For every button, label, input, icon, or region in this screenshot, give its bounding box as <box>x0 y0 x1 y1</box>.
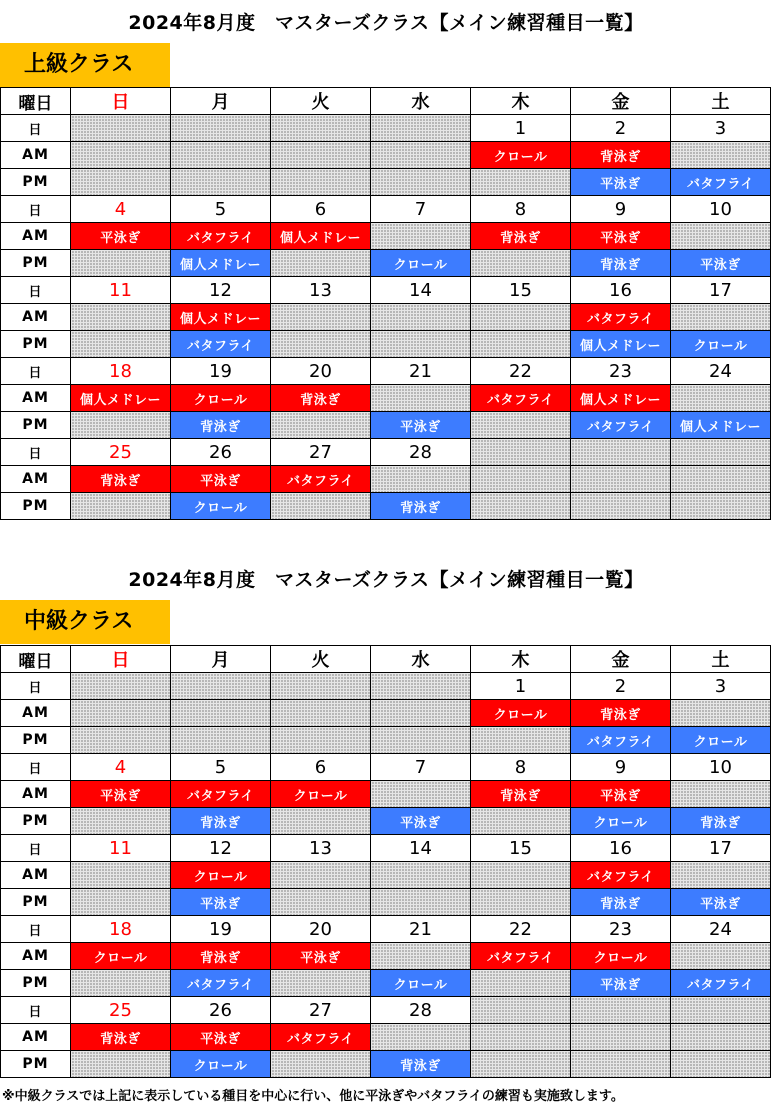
event-cell: 平泳ぎ <box>171 1024 271 1051</box>
empty-cell <box>471 808 571 835</box>
event-cell: 個人メドレー <box>571 331 671 358</box>
date-cell <box>271 115 371 142</box>
event-cell: 平泳ぎ <box>571 781 671 808</box>
event-cell: 背泳ぎ <box>371 493 471 520</box>
section-title-advanced: 2024年8月度 マスターズクラス【メイン練習種目一覧】 <box>128 12 644 34</box>
empty-cell <box>671 466 771 493</box>
date-row <box>1 196 771 223</box>
date-row <box>1 673 771 700</box>
pm-row <box>1 808 771 835</box>
event-cell: 平泳ぎ <box>71 223 171 250</box>
pm-row <box>1 412 771 439</box>
date-cell: 22 <box>471 916 571 943</box>
event-cell: バタフライ <box>571 304 671 331</box>
date-cell: 10 <box>671 196 771 223</box>
empty-cell <box>571 1024 671 1051</box>
date-cell: 24 <box>671 358 771 385</box>
row-label-am: AM <box>1 223 71 250</box>
event-cell: 平泳ぎ <box>271 943 371 970</box>
date-cell <box>371 115 471 142</box>
pm-row <box>1 331 771 358</box>
event-cell: 平泳ぎ <box>571 223 671 250</box>
pm-row <box>1 727 771 754</box>
event-cell: 背泳ぎ <box>471 781 571 808</box>
event-cell: クロール <box>671 331 771 358</box>
empty-cell <box>71 169 171 196</box>
date-cell: 18 <box>71 358 171 385</box>
empty-cell <box>371 700 471 727</box>
event-cell: バタフライ <box>571 862 671 889</box>
empty-cell <box>71 970 171 997</box>
date-cell: 28 <box>371 997 471 1024</box>
empty-cell <box>371 781 471 808</box>
weekday-header: 月 <box>171 88 271 115</box>
empty-cell <box>371 727 471 754</box>
row-label-date: 日 <box>1 439 71 466</box>
date-cell: 28 <box>371 439 471 466</box>
weekday-header: 木 <box>471 88 571 115</box>
row-label-pm: PM <box>1 808 71 835</box>
row-label-date: 日 <box>1 358 71 385</box>
event-cell: クロール <box>171 493 271 520</box>
empty-cell <box>71 493 171 520</box>
empty-cell <box>471 412 571 439</box>
empty-cell <box>571 493 671 520</box>
empty-cell <box>671 304 771 331</box>
row-label-am: AM <box>1 862 71 889</box>
empty-cell <box>71 1051 171 1078</box>
date-row <box>1 439 771 466</box>
event-cell: バタフライ <box>171 970 271 997</box>
event-cell: 背泳ぎ <box>571 889 671 916</box>
date-cell: 21 <box>371 916 471 943</box>
date-cell: 12 <box>171 277 271 304</box>
empty-cell <box>671 781 771 808</box>
pm-row <box>1 250 771 277</box>
date-cell <box>471 997 571 1024</box>
event-cell: 平泳ぎ <box>671 889 771 916</box>
event-cell: 個人メドレー <box>671 412 771 439</box>
weekday-header-label: 曜日 <box>1 646 71 673</box>
date-cell <box>171 115 271 142</box>
date-cell <box>571 439 671 466</box>
pm-row <box>1 169 771 196</box>
event-cell: 背泳ぎ <box>571 250 671 277</box>
date-cell: 20 <box>271 916 371 943</box>
date-cell <box>71 115 171 142</box>
empty-cell <box>671 142 771 169</box>
event-cell: バタフライ <box>571 727 671 754</box>
event-cell: バタフライ <box>571 412 671 439</box>
date-cell <box>471 439 571 466</box>
event-cell: 平泳ぎ <box>371 412 471 439</box>
empty-cell <box>71 412 171 439</box>
event-cell: クロール <box>371 250 471 277</box>
schedule-table-advanced <box>0 87 771 520</box>
date-cell: 5 <box>171 754 271 781</box>
empty-cell <box>671 1051 771 1078</box>
date-cell: 3 <box>671 673 771 700</box>
empty-cell <box>671 862 771 889</box>
empty-cell <box>171 727 271 754</box>
event-cell: 平泳ぎ <box>171 466 271 493</box>
date-cell: 2 <box>571 115 671 142</box>
empty-cell <box>671 385 771 412</box>
date-cell <box>171 673 271 700</box>
event-cell: バタフライ <box>271 1024 371 1051</box>
pm-row <box>1 970 771 997</box>
am-row <box>1 781 771 808</box>
weekday-header: 火 <box>271 88 371 115</box>
event-cell: 背泳ぎ <box>471 223 571 250</box>
empty-cell <box>71 331 171 358</box>
weekday-header: 木 <box>471 646 571 673</box>
date-cell: 12 <box>171 835 271 862</box>
empty-cell <box>671 700 771 727</box>
date-cell: 18 <box>71 916 171 943</box>
row-label-date: 日 <box>1 115 71 142</box>
empty-cell <box>271 169 371 196</box>
row-label-am: AM <box>1 781 71 808</box>
row-label-pm: PM <box>1 493 71 520</box>
row-label-am: AM <box>1 304 71 331</box>
empty-cell <box>471 1051 571 1078</box>
date-row <box>1 277 771 304</box>
weekday-header: 土 <box>671 88 771 115</box>
event-cell: クロール <box>571 943 671 970</box>
event-cell: 平泳ぎ <box>171 889 271 916</box>
event-cell: 個人メドレー <box>171 304 271 331</box>
footnote: ※中級クラスでは上記に表示している種目を中心に行い、他に平泳ぎやバタフライの練習も実施致します。 <box>2 1089 624 1104</box>
empty-cell <box>271 304 371 331</box>
event-cell: クロール <box>371 970 471 997</box>
date-cell: 15 <box>471 835 571 862</box>
empty-cell <box>271 889 371 916</box>
date-cell: 27 <box>271 439 371 466</box>
empty-cell <box>71 727 171 754</box>
weekday-header: 水 <box>371 646 471 673</box>
weekday-header-row <box>1 88 771 115</box>
empty-cell <box>71 250 171 277</box>
event-cell: 平泳ぎ <box>671 250 771 277</box>
event-cell: 背泳ぎ <box>371 1051 471 1078</box>
pm-row <box>1 1051 771 1078</box>
empty-cell <box>371 169 471 196</box>
row-label-pm: PM <box>1 412 71 439</box>
date-cell: 15 <box>471 277 571 304</box>
date-cell: 10 <box>671 754 771 781</box>
event-cell: クロール <box>171 1051 271 1078</box>
date-cell: 8 <box>471 754 571 781</box>
empty-cell <box>671 493 771 520</box>
empty-cell <box>271 142 371 169</box>
row-label-date: 日 <box>1 916 71 943</box>
empty-cell <box>371 466 471 493</box>
date-cell: 1 <box>471 115 571 142</box>
empty-cell <box>671 1024 771 1051</box>
date-cell: 2 <box>571 673 671 700</box>
event-cell: 個人メドレー <box>571 385 671 412</box>
row-label-pm: PM <box>1 169 71 196</box>
row-label-pm: PM <box>1 250 71 277</box>
event-cell: クロール <box>671 727 771 754</box>
date-cell: 27 <box>271 997 371 1024</box>
empty-cell <box>271 331 371 358</box>
date-cell <box>271 673 371 700</box>
event-cell: バタフライ <box>471 943 571 970</box>
empty-cell <box>471 466 571 493</box>
event-cell: 背泳ぎ <box>171 808 271 835</box>
am-row <box>1 142 771 169</box>
date-cell <box>671 439 771 466</box>
empty-cell <box>271 250 371 277</box>
am-row <box>1 1024 771 1051</box>
date-cell: 6 <box>271 196 371 223</box>
empty-cell <box>271 700 371 727</box>
event-cell: 個人メドレー <box>171 250 271 277</box>
date-cell: 25 <box>71 439 171 466</box>
date-cell: 25 <box>71 997 171 1024</box>
am-row <box>1 223 771 250</box>
date-cell: 5 <box>171 196 271 223</box>
date-cell: 19 <box>171 916 271 943</box>
event-cell: 背泳ぎ <box>571 142 671 169</box>
date-cell: 11 <box>71 835 171 862</box>
date-cell: 16 <box>571 835 671 862</box>
date-cell: 8 <box>471 196 571 223</box>
empty-cell <box>571 466 671 493</box>
event-cell: 背泳ぎ <box>271 385 371 412</box>
event-cell: クロール <box>171 862 271 889</box>
am-row <box>1 700 771 727</box>
class-label-intermediate: 中級クラス <box>0 600 170 644</box>
date-cell: 7 <box>371 754 471 781</box>
weekday-header: 金 <box>571 88 671 115</box>
empty-cell <box>171 142 271 169</box>
row-label-am: AM <box>1 466 71 493</box>
am-row <box>1 862 771 889</box>
date-cell: 22 <box>471 358 571 385</box>
empty-cell <box>71 862 171 889</box>
row-label-pm: PM <box>1 727 71 754</box>
empty-cell <box>371 862 471 889</box>
schedule-table-intermediate <box>0 645 771 1078</box>
empty-cell <box>471 970 571 997</box>
event-cell: 背泳ぎ <box>171 943 271 970</box>
empty-cell <box>271 808 371 835</box>
weekday-header: 金 <box>571 646 671 673</box>
date-cell: 13 <box>271 835 371 862</box>
empty-cell <box>371 223 471 250</box>
am-row <box>1 943 771 970</box>
date-cell: 26 <box>171 997 271 1024</box>
event-cell: バタフライ <box>671 970 771 997</box>
empty-cell <box>371 142 471 169</box>
date-cell <box>571 997 671 1024</box>
date-cell: 26 <box>171 439 271 466</box>
date-cell: 20 <box>271 358 371 385</box>
empty-cell <box>71 889 171 916</box>
row-label-date: 日 <box>1 196 71 223</box>
class-label-advanced: 上級クラス <box>0 43 170 87</box>
date-cell: 17 <box>671 277 771 304</box>
row-label-date: 日 <box>1 277 71 304</box>
weekday-header-label: 曜日 <box>1 88 71 115</box>
event-cell: 平泳ぎ <box>571 169 671 196</box>
event-cell: 平泳ぎ <box>371 808 471 835</box>
row-label-pm: PM <box>1 970 71 997</box>
date-cell: 14 <box>371 277 471 304</box>
date-cell <box>71 673 171 700</box>
pm-row <box>1 889 771 916</box>
date-cell: 19 <box>171 358 271 385</box>
event-cell: クロール <box>171 385 271 412</box>
empty-cell <box>471 1024 571 1051</box>
empty-cell <box>471 331 571 358</box>
empty-cell <box>571 1051 671 1078</box>
row-label-pm: PM <box>1 1051 71 1078</box>
empty-cell <box>271 970 371 997</box>
date-cell <box>371 673 471 700</box>
empty-cell <box>71 700 171 727</box>
date-row <box>1 835 771 862</box>
event-cell: 背泳ぎ <box>71 466 171 493</box>
date-row <box>1 916 771 943</box>
row-label-am: AM <box>1 385 71 412</box>
event-cell: バタフライ <box>171 223 271 250</box>
date-cell: 11 <box>71 277 171 304</box>
weekday-header: 日 <box>71 88 171 115</box>
date-cell: 17 <box>671 835 771 862</box>
pm-row <box>1 493 771 520</box>
event-cell: クロール <box>71 943 171 970</box>
row-label-am: AM <box>1 943 71 970</box>
row-label-date: 日 <box>1 835 71 862</box>
date-row <box>1 997 771 1024</box>
event-cell: クロール <box>471 700 571 727</box>
empty-cell <box>371 889 471 916</box>
date-row <box>1 754 771 781</box>
empty-cell <box>471 250 571 277</box>
row-label-am: AM <box>1 1024 71 1051</box>
event-cell: バタフライ <box>471 385 571 412</box>
row-label-date: 日 <box>1 673 71 700</box>
date-cell: 24 <box>671 916 771 943</box>
empty-cell <box>371 1024 471 1051</box>
empty-cell <box>471 304 571 331</box>
empty-cell <box>471 862 571 889</box>
event-cell: クロール <box>471 142 571 169</box>
empty-cell <box>471 727 571 754</box>
empty-cell <box>171 169 271 196</box>
empty-cell <box>271 412 371 439</box>
date-row <box>1 115 771 142</box>
date-cell: 3 <box>671 115 771 142</box>
row-label-pm: PM <box>1 331 71 358</box>
empty-cell <box>471 889 571 916</box>
event-cell: 平泳ぎ <box>71 781 171 808</box>
weekday-header-row <box>1 646 771 673</box>
empty-cell <box>71 142 171 169</box>
empty-cell <box>371 943 471 970</box>
am-row <box>1 466 771 493</box>
event-cell: 平泳ぎ <box>571 970 671 997</box>
weekday-header: 水 <box>371 88 471 115</box>
event-cell: クロール <box>271 781 371 808</box>
event-cell: バタフライ <box>271 466 371 493</box>
empty-cell <box>671 223 771 250</box>
date-row <box>1 358 771 385</box>
empty-cell <box>371 331 471 358</box>
event-cell: 個人メドレー <box>71 385 171 412</box>
row-label-date: 日 <box>1 997 71 1024</box>
empty-cell <box>71 808 171 835</box>
event-cell: 背泳ぎ <box>71 1024 171 1051</box>
empty-cell <box>71 304 171 331</box>
date-cell <box>671 997 771 1024</box>
am-row <box>1 304 771 331</box>
empty-cell <box>671 943 771 970</box>
date-cell: 7 <box>371 196 471 223</box>
date-cell: 9 <box>571 754 671 781</box>
date-cell: 4 <box>71 196 171 223</box>
date-cell: 21 <box>371 358 471 385</box>
event-cell: バタフライ <box>171 331 271 358</box>
empty-cell <box>271 1051 371 1078</box>
weekday-header: 日 <box>71 646 171 673</box>
empty-cell <box>371 385 471 412</box>
empty-cell <box>471 169 571 196</box>
weekday-header: 月 <box>171 646 271 673</box>
date-cell: 6 <box>271 754 371 781</box>
row-label-date: 日 <box>1 754 71 781</box>
date-cell: 9 <box>571 196 671 223</box>
date-cell: 16 <box>571 277 671 304</box>
event-cell: 背泳ぎ <box>571 700 671 727</box>
am-row <box>1 385 771 412</box>
date-cell: 23 <box>571 358 671 385</box>
event-cell: 背泳ぎ <box>171 412 271 439</box>
event-cell: バタフライ <box>171 781 271 808</box>
event-cell: 背泳ぎ <box>671 808 771 835</box>
empty-cell <box>271 862 371 889</box>
date-cell: 23 <box>571 916 671 943</box>
date-cell: 4 <box>71 754 171 781</box>
empty-cell <box>271 727 371 754</box>
row-label-pm: PM <box>1 889 71 916</box>
row-label-am: AM <box>1 142 71 169</box>
weekday-header: 土 <box>671 646 771 673</box>
date-cell: 13 <box>271 277 371 304</box>
empty-cell <box>471 493 571 520</box>
date-cell: 1 <box>471 673 571 700</box>
event-cell: クロール <box>571 808 671 835</box>
section-title-intermediate: 2024年8月度 マスターズクラス【メイン練習種目一覧】 <box>128 569 644 591</box>
weekday-header: 火 <box>271 646 371 673</box>
empty-cell <box>371 304 471 331</box>
event-cell: バタフライ <box>671 169 771 196</box>
empty-cell <box>171 700 271 727</box>
empty-cell <box>271 493 371 520</box>
date-cell: 14 <box>371 835 471 862</box>
event-cell: 個人メドレー <box>271 223 371 250</box>
row-label-am: AM <box>1 700 71 727</box>
